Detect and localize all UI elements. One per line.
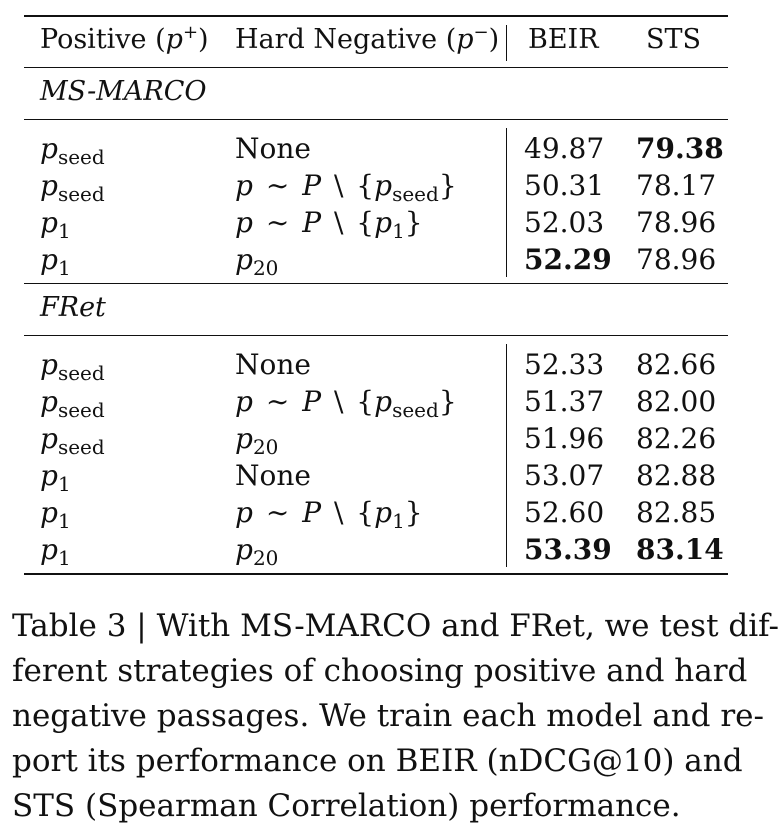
cell-positive: $p_{seed}$ (40, 422, 105, 459)
section-2-top-rule (24, 283, 728, 284)
cell-hard-negative: None (235, 132, 311, 165)
cell-hard-negative: $p_{20}$ (235, 243, 279, 280)
cell-hard-negative: p ∼ P \ $\{p_1\}$ (235, 496, 423, 533)
table-row (0, 206, 780, 243)
cell-sts: 78.96 (636, 243, 717, 276)
table-bottom-rule (24, 573, 728, 575)
cell-sts: 83.14 (636, 533, 724, 566)
cell-beir: 49.87 (524, 132, 605, 165)
cell-positive: $p_1$ (40, 496, 71, 533)
cell-sts: 82.26 (636, 422, 717, 455)
table-row (0, 533, 780, 570)
table-caption (12, 604, 780, 829)
table-row (0, 169, 780, 206)
cell-beir: 53.07 (524, 459, 605, 492)
cell-positive: $p_{seed}$ (40, 348, 105, 385)
cell-hard-negative: p ∼ P \ $\{p_{seed}\}$ (235, 385, 457, 422)
caption-line: Table 3 | With MS-MARCO and FRet, we test dif- (12, 608, 780, 644)
cell-positive: $p_1$ (40, 533, 71, 570)
cell-positive: $p_1$ (40, 459, 71, 496)
cell-hard-negative: p ∼ P \ $\{p_{seed}\}$ (235, 169, 457, 206)
cell-positive: $p_1$ (40, 243, 71, 280)
table-row (0, 132, 780, 169)
cell-sts: 82.66 (636, 348, 717, 381)
cell-sts: 82.85 (636, 496, 717, 529)
header-beir: BEIR (528, 24, 599, 55)
cell-positive: $p_1$ (40, 206, 71, 243)
cell-beir: 50.31 (524, 169, 605, 202)
cell-beir: 51.96 (524, 422, 605, 455)
section-title-fret: FRet (40, 292, 106, 323)
header-sts: STS (646, 24, 702, 55)
cell-beir: 52.60 (524, 496, 605, 529)
cell-hard-negative: $p_{20}$ (235, 533, 279, 570)
table-top-rule (24, 15, 728, 17)
cell-beir: 52.33 (524, 348, 605, 381)
cell-sts: 78.17 (636, 169, 717, 202)
cell-beir: 52.29 (524, 243, 612, 276)
table-row (0, 422, 780, 459)
cell-hard-negative: None (235, 348, 311, 381)
table-row (0, 496, 780, 533)
section-2-rule (24, 335, 728, 336)
caption-line: STS (Spearman Correlation) performance. (12, 788, 681, 824)
cell-beir: 52.03 (524, 206, 605, 239)
section-title-ms-marco: MS-MARCO (40, 76, 207, 107)
header-positive: Positive (p+) (40, 22, 209, 55)
table-row (0, 348, 780, 385)
table-row (0, 459, 780, 496)
table-row (0, 385, 780, 422)
section-1-rule (24, 119, 728, 120)
table-row (0, 243, 780, 280)
caption-line: negative passages. We train each model and re- (12, 698, 764, 734)
header-bottom-rule (24, 67, 728, 68)
cell-sts: 79.38 (636, 132, 724, 165)
caption-line: port its performance on BEIR (nDCG@10) and (12, 743, 743, 779)
cell-hard-negative: None (235, 459, 311, 492)
cell-sts: 82.88 (636, 459, 717, 492)
column-divider (506, 25, 507, 61)
cell-positive: $p_{seed}$ (40, 385, 105, 422)
cell-sts: 82.00 (636, 385, 717, 418)
cell-hard-negative: $p_{20}$ (235, 422, 279, 459)
cell-beir: 51.37 (524, 385, 605, 418)
cell-sts: 78.96 (636, 206, 717, 239)
cell-beir: 53.39 (524, 533, 612, 566)
header-hard-negative: Hard Negative (p−) (235, 22, 500, 55)
caption-line: ferent strategies of choosing positive and hard (12, 653, 748, 689)
cell-positive: $p_{seed}$ (40, 132, 105, 169)
cell-positive: $p_{seed}$ (40, 169, 105, 206)
cell-hard-negative: p ∼ P \ $\{p_1\}$ (235, 206, 423, 243)
